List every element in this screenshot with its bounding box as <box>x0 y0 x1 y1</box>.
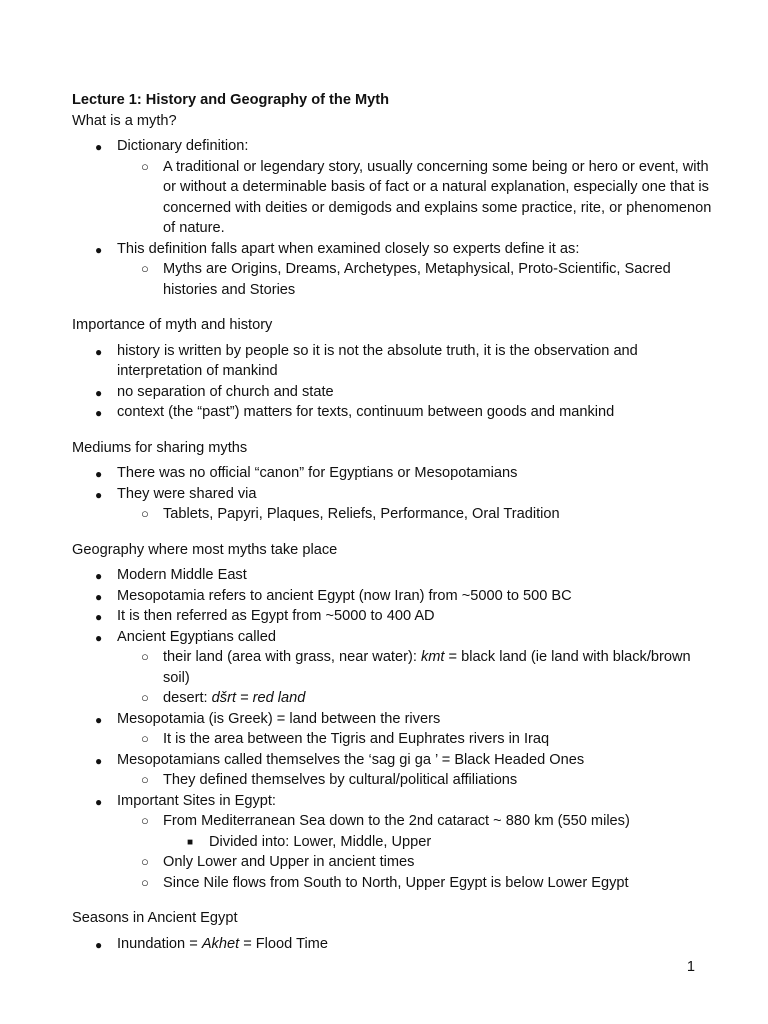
list-item <box>72 791 712 812</box>
hollow-bullet-icon: ○ <box>141 690 149 705</box>
list-item-text: Mesopotamia (is Greek) = land between the rivers <box>117 710 441 727</box>
bullet-icon: ● <box>95 140 103 154</box>
list-item <box>72 239 712 260</box>
hollow-bullet-icon: ○ <box>141 158 149 174</box>
list-item <box>72 586 712 607</box>
list-item-text: Modern Middle East <box>117 567 247 583</box>
bullet-icon: ● <box>95 630 103 645</box>
document-page <box>72 90 712 954</box>
list-item-text: Mesopotamia refers to ancient Egypt (now Iran) from ~5000 to 500 BC <box>117 587 572 604</box>
list-item-text <box>163 649 691 686</box>
list-item <box>72 811 712 832</box>
bullet-icon: ● <box>95 385 103 400</box>
bullet-list <box>72 341 712 423</box>
bullet-icon: ● <box>95 242 103 257</box>
list-item-text: Mesopotamians called themselves the ‘sag gi ga ’ = Black Headed Ones <box>117 751 585 768</box>
list-item <box>72 136 712 157</box>
text-run: = Flood Time <box>239 935 328 952</box>
section-heading-mediums: Mediums for sharing myths <box>72 439 248 456</box>
list-item-text: There was no official “canon” for Egyptians or Mesopotamians <box>117 465 518 481</box>
bullet-icon: ● <box>95 589 103 604</box>
list-item <box>72 832 712 853</box>
list-item-text <box>163 690 305 706</box>
list-item-text: Divided into: Lower, Middle, Upper <box>209 833 432 850</box>
text-run: Inundation = <box>117 935 202 952</box>
hollow-bullet-icon: ○ <box>141 261 149 276</box>
bullet-icon: ● <box>95 712 103 727</box>
list-item-text: Myths are Origins, Dreams, Archetypes, Metaphysical, Proto-Scientific, Sacred histories and Stories <box>163 261 671 298</box>
list-item <box>72 157 712 239</box>
list-item <box>72 382 712 403</box>
text-run: = black land (ie land with black/brown soil) <box>163 649 691 686</box>
list-item <box>72 402 712 423</box>
text-run: desert: <box>163 690 212 706</box>
list-item-text: It is the area between the Tigris and Euphrates rivers in Iraq <box>163 731 550 747</box>
list-item-text: Since Nile flows from South to North, Upper Egypt is below Lower Egypt <box>163 874 629 891</box>
document-title: Lecture 1: History and Geography of the Myth <box>72 92 390 108</box>
italic-term: kmt <box>420 649 445 665</box>
list-item <box>72 934 712 955</box>
section-heading-what-is-a-myth: What is a myth? <box>72 112 177 129</box>
list-item <box>72 688 712 709</box>
square-bullet-icon: ■ <box>187 836 194 848</box>
list-item <box>72 606 712 627</box>
list-item-text: This definition falls apart when examined closely so experts define it as: <box>117 240 580 257</box>
list-item-text: Important Sites in Egypt: <box>117 792 276 809</box>
list-item <box>72 504 712 525</box>
list-item <box>72 463 712 484</box>
hollow-bullet-icon: ○ <box>141 772 149 787</box>
hollow-bullet-icon: ○ <box>141 813 149 828</box>
hollow-bullet-icon: ○ <box>141 874 149 890</box>
list-item-text: Tablets, Papyri, Plaques, Reliefs, Performance, Oral Tradition <box>163 506 560 522</box>
italic-term: dšrt = red land <box>211 690 306 706</box>
hollow-bullet-icon: ○ <box>141 731 149 746</box>
text-run: their land (area with grass, near water): <box>163 649 421 665</box>
page-number: 1 <box>686 959 695 975</box>
list-item-text <box>117 936 328 952</box>
bullet-icon: ● <box>95 937 103 952</box>
list-item <box>72 729 712 750</box>
bullet-list <box>72 136 712 300</box>
list-item-text: It is then referred as Egypt from ~5000 to 400 AD <box>117 608 435 624</box>
hollow-bullet-icon: ○ <box>141 854 149 869</box>
italic-term: Akhet <box>201 935 240 952</box>
list-item <box>72 770 712 791</box>
bullet-icon: ● <box>95 569 103 583</box>
bullet-list <box>72 934 712 955</box>
hollow-bullet-icon: ○ <box>141 506 149 521</box>
section-heading-geography: Geography where most myths take place <box>72 541 338 558</box>
list-item-text: Dictionary definition: <box>117 138 249 154</box>
hollow-bullet-icon: ○ <box>141 649 149 664</box>
list-item <box>72 259 712 300</box>
list-item <box>72 750 712 771</box>
list-item <box>72 565 712 586</box>
bullet-icon: ● <box>95 753 103 768</box>
bullet-list <box>72 565 712 893</box>
list-item-text: They were shared via <box>117 485 257 502</box>
list-item-text: Only Lower and Upper in ancient times <box>163 854 415 870</box>
list-item <box>72 627 712 648</box>
bullet-icon: ● <box>95 344 103 359</box>
list-item-text: From Mediterranean Sea down to the 2nd cataract ~ 880 km (550 miles) <box>163 813 630 829</box>
bullet-icon: ● <box>95 610 103 624</box>
list-item <box>72 341 712 382</box>
bullet-icon: ● <box>95 467 103 481</box>
bullet-icon: ● <box>95 487 103 502</box>
list-item-text: no separation of church and state <box>117 383 334 400</box>
bullet-icon: ● <box>95 406 103 420</box>
list-item-text: Ancient Egyptians called <box>117 628 277 645</box>
list-item-text: history is written by people so it is not the absolute truth, it is the observation and interpretation of mankind <box>117 342 638 379</box>
section-heading-importance: Importance of myth and history <box>72 317 273 333</box>
bullet-icon: ● <box>95 794 103 809</box>
bullet-list <box>72 463 712 525</box>
list-item <box>72 852 712 873</box>
list-item-text: context (the “past”) matters for texts, continuum between goods and mankind <box>117 404 615 420</box>
list-item <box>72 873 712 894</box>
list-item <box>72 647 712 688</box>
list-item <box>72 709 712 730</box>
list-item <box>72 484 712 505</box>
list-item-text: A traditional or legendary story, usually concerning some being or hero or event, with or without a determinable basis of fact or a natural explanation, especially one that is concerned with deities or demigods and explains some practice, rite, or phenomenon of nature. <box>163 158 712 236</box>
section-heading-seasons: Seasons in Ancient Egypt <box>72 910 238 926</box>
list-item-text: They defined themselves by cultural/political affiliations <box>163 772 518 788</box>
